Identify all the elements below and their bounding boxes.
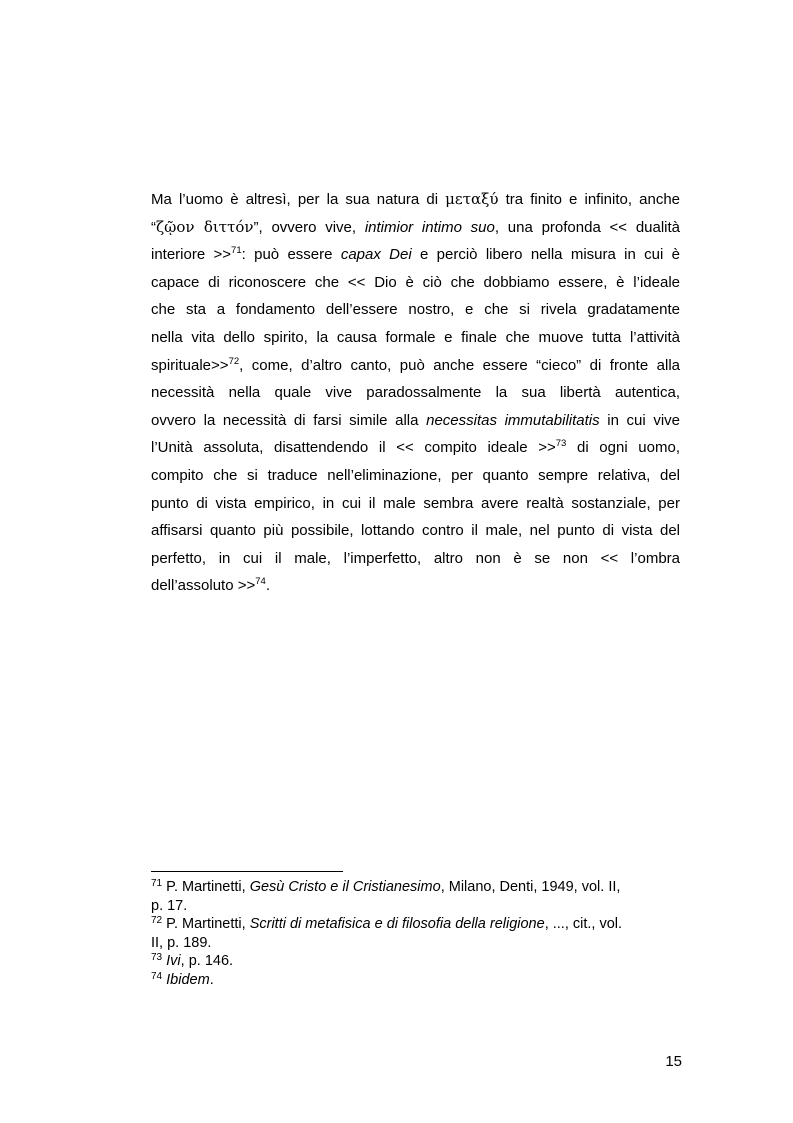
- footnote-number: 71: [151, 878, 163, 889]
- body-line: interiore >>$^{71}$: può essere capax Dei e perciò libero nella misura in cui è: [151, 245, 681, 264]
- body-line: dell’assoluto >>$^{74}$.: [151, 576, 270, 595]
- footnote-ref: 74: [255, 576, 266, 588]
- page-number: 15: [665, 1053, 682, 1070]
- footnote-ref: 73: [555, 438, 567, 450]
- footnote: $^{74}$ Ibidem.: [151, 970, 214, 988]
- footnote: $^{72}$ P. Martinetti, Scritti di metafisica e di filosofia della religione, ..., cit., vol.: [151, 915, 623, 932]
- footnote-separator: [151, 871, 343, 872]
- body-line: che sta a fondamento dell’essere nostro, e che si rivela gradatamente: [151, 301, 680, 319]
- body-line: punto di vista empirico, in cui il male sembra avere realtà sostanziale, per: [151, 494, 680, 512]
- body-line: perfetto, in cui il male, l’imperfetto, altro non è se non << l’ombra: [151, 549, 680, 567]
- body-line: nella vita dello spirito, la causa formale e finale che muove tutta l’attività: [151, 328, 680, 346]
- footnote-number: 74: [151, 970, 163, 982]
- body-line: “ζῷον διττόν”, ovvero vive, intimior intimo suo, una profonda << dualità: [151, 217, 681, 236]
- greek-term: μεταξύ: [445, 190, 499, 208]
- footnote-ref: 71: [231, 245, 242, 257]
- footnote-ref: 72: [228, 355, 240, 367]
- latin-phrase: capax Dei: [340, 246, 412, 264]
- body-line: affisarsi quanto più possibile, lottando contro il male, nel punto di vista del: [151, 522, 680, 540]
- body-line: Ma l’uomo è altresì, per la sua natura di μεταξύ tra finito e infinito, anche: [151, 190, 681, 208]
- footnote: $^{73}$ Ivi, p. 146.: [151, 952, 234, 969]
- greek-term: ζῷον διττόν: [156, 217, 254, 236]
- footnote: $^{71}$ P. Martinetti, Gesù Cristo e il Cristianesimo, Milano, Denti, 1949, vol. II,: [151, 878, 621, 895]
- body-paragraph: [151, 186, 680, 600]
- body-line: compito che si traduce nell’eliminazione, per quanto sempre relativa, del: [151, 466, 680, 484]
- body-line: necessità nella quale vive paradossalmente la sua libertà autentica,: [151, 384, 680, 402]
- body-line: capace di riconoscere che << Dio è ciò che dobbiamo essere, è l’ideale: [151, 273, 680, 291]
- footnote-continuation: p. 17.: [151, 897, 188, 914]
- footnotes: [151, 878, 680, 989]
- body-line: ovvero la necessità di farsi simile alla necessitas immutabilitatis in cui vive: [151, 411, 681, 429]
- footnote-number: 73: [151, 952, 163, 963]
- latin-phrase: necessitas immutabilitatis: [426, 411, 600, 429]
- body-line: spirituale>>$^{72}$, come, d’altro canto, può anche essere “cieco” di fronte alla: [151, 355, 680, 374]
- footnote-continuation: II, p. 189.: [151, 934, 212, 951]
- footnote-number: 72: [151, 915, 163, 926]
- latin-phrase: intimior intimo suo: [364, 218, 495, 236]
- body-line: l’Unità assoluta, disattendendo il << compito ideale >>$^{73}$ di ogni uomo,: [151, 438, 680, 457]
